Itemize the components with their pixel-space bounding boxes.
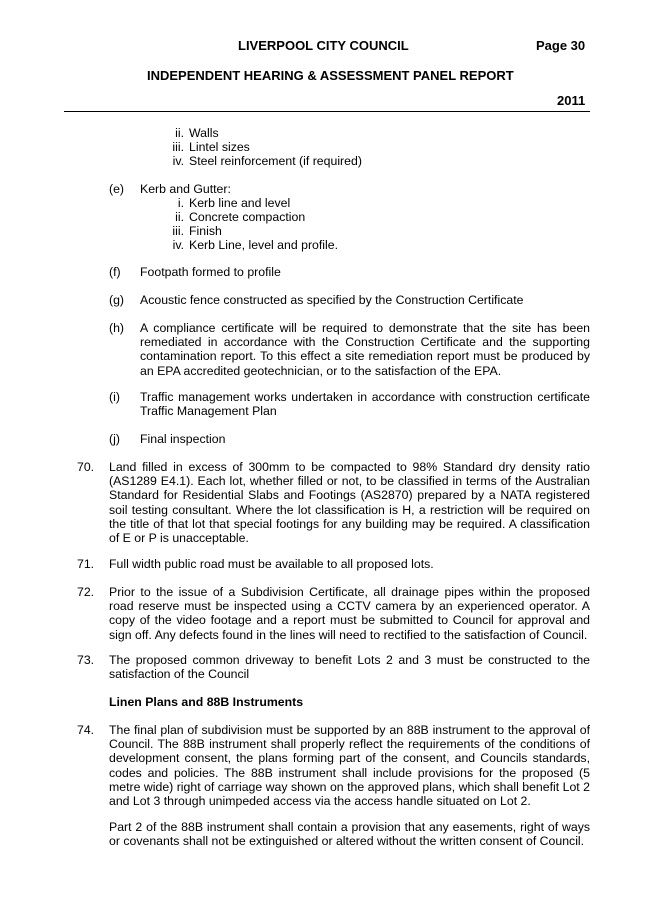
- item-label: (i): [109, 390, 120, 404]
- list-number: ii.: [175, 126, 184, 140]
- header-rule: [64, 111, 590, 112]
- item-text: Footpath formed to profile: [140, 265, 281, 279]
- item-label: (f): [109, 265, 121, 279]
- section-heading: Linen Plans and 88B Instruments: [109, 695, 304, 709]
- item-text: Acoustic fence constructed as specified by the Construction Certificate: [140, 293, 524, 307]
- condition-number: 72.: [77, 585, 95, 599]
- item-label: (h): [109, 321, 125, 335]
- condition-text: The final plan of subdivision must be supported by an 88B instrument to the approval of Council. The 88B instrument shall properly reflect the requirements of the conditions of development consent, the plans forming part of the consent, and Councils standards, codes and policies. The 88B instrument shall include provisions for the proposed (5 metre wide) right of carriage way shown on the approved plans, which shall benefit Lot 2 and Lot 3 through unimpeded access via the access handle situated on Lot 2.: [109, 723, 590, 809]
- item-text: Kerb and Gutter:: [140, 182, 231, 196]
- report-year: 2011: [557, 93, 586, 108]
- list-item: Concrete compaction: [189, 210, 306, 224]
- condition-number: 71.: [77, 557, 95, 571]
- report-title: INDEPENDENT HEARING & ASSESSMENT PANEL REPORT: [147, 68, 514, 83]
- condition-text: Prior to the issue of a Subdivision Certificate, all drainage pipes within the proposed road reserve must be inspected using a CCTV camera by an experienced operator. A copy of the video footage and a report must be submitted to Council for approval and sign off. Any defects found in the lines will need to rectified to the satisfaction of Council.: [109, 585, 590, 642]
- council-name: LIVERPOOL CITY COUNCIL: [238, 38, 409, 53]
- list-number: iv.: [172, 154, 184, 168]
- list-number: ii.: [175, 210, 184, 224]
- list-item: Finish: [189, 224, 222, 238]
- item-text: Final inspection: [140, 432, 226, 446]
- list-item: Lintel sizes: [189, 140, 250, 154]
- item-text: Traffic management works undertaken in accordance with construction certificate Traffic Management Plan: [140, 390, 590, 419]
- list-number: iv.: [172, 238, 184, 252]
- list-item: Kerb Line, level and profile.: [189, 238, 339, 252]
- item-label: (j): [109, 432, 120, 446]
- condition-text: Land filled in excess of 300mm to be compacted to 98% Standard dry density ratio (AS1289 E4.1). Each lot, whether filled or not, to be classified in terms of the Australian Standard for Residential Slabs and Footings (AS2870) prepared by a NATA registered soil testing consultant. Where the lot classification is H, a restriction will be required on the title of that lot that special footings for any building may be required. A classification of E or P is unacceptable.: [109, 460, 590, 546]
- condition-number: 70.: [77, 460, 95, 474]
- list-number: i.: [177, 196, 184, 210]
- list-item: Walls: [189, 126, 219, 140]
- condition-text-continued: Part 2 of the 88B instrument shall contain a provision that any easements, right of ways or covenants shall not be extinguished or altered without the written consent of Council.: [109, 820, 590, 849]
- item-label: (g): [109, 293, 125, 307]
- item-label: (e): [109, 182, 125, 196]
- list-number: iii.: [172, 224, 184, 238]
- page-number: Page 30: [536, 38, 586, 53]
- list-item: Kerb line and level: [189, 196, 291, 210]
- condition-text: Full width public road must be available to all proposed lots.: [109, 557, 434, 571]
- list-item: Steel reinforcement (if required): [189, 154, 362, 168]
- condition-text: The proposed common driveway to benefit Lots 2 and 3 must be constructed to the satisfaction of the Council: [109, 653, 590, 682]
- condition-number: 73.: [77, 653, 95, 667]
- list-number: iii.: [172, 140, 184, 154]
- condition-number: 74.: [77, 723, 95, 737]
- item-text: A compliance certificate will be required to demonstrate that the site has been remediated in accordance with the Construction Certificate and the supporting contamination report. To this effect a site remediation report must be produced by an EPA accredited geotechnician, or to the satisfaction of the EPA.: [140, 321, 590, 378]
